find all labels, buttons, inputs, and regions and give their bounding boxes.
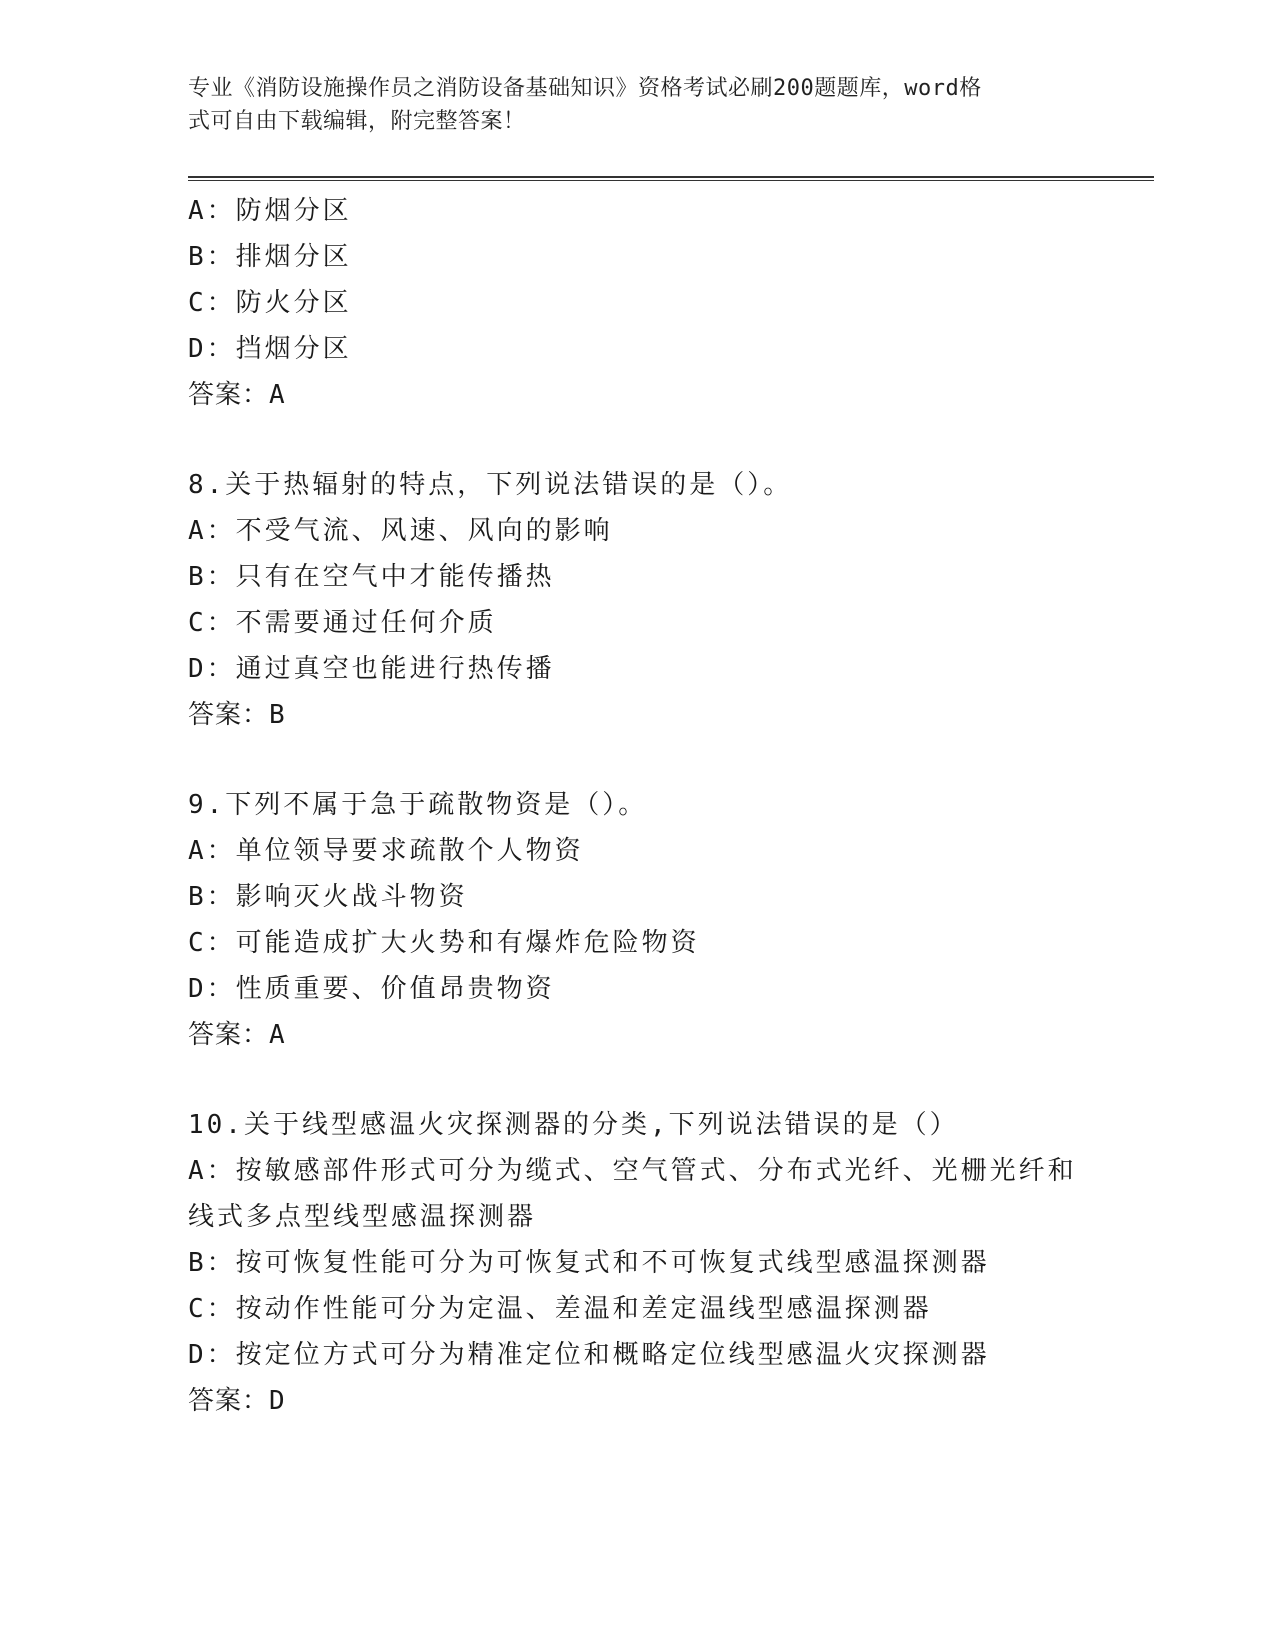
option-b: B：影响灭火战斗物资 [188, 882, 468, 912]
question-9 [188, 782, 1088, 1058]
option-a: A：防烟分区 [188, 196, 352, 226]
option-d: D：按定位方式可分为精准定位和概略定位线型感温火灾探测器 [188, 1340, 990, 1370]
document-header [188, 72, 1088, 138]
option-d: D：性质重要、价值昂贵物资 [188, 974, 555, 1004]
option-a-line-2: 线式多点型线型感温探测器 [188, 1202, 537, 1232]
option-c: C：可能造成扩大火势和有爆炸危险物资 [188, 928, 700, 958]
answer: 答案：A [188, 380, 286, 410]
question-8 [188, 462, 1088, 738]
spacer [188, 418, 1088, 462]
option-a: A：不受气流、风速、风向的影响 [188, 516, 613, 546]
option-b: B：排烟分区 [188, 242, 352, 272]
option-b: B：只有在空气中才能传播热 [188, 562, 555, 592]
header-line-2: 式可自由下载编辑，附完整答案！ [188, 109, 526, 134]
question-stem: 8.关于热辐射的特点，下列说法错误的是（）。 [188, 470, 793, 500]
option-d: D：挡烟分区 [188, 334, 352, 364]
answer: 答案：B [188, 700, 286, 730]
answer: 答案：D [188, 1386, 286, 1416]
spacer [188, 1058, 1088, 1102]
option-c: C：不需要通过任何介质 [188, 608, 497, 638]
option-c: C：防火分区 [188, 288, 352, 318]
option-d: D：通过真空也能进行热传播 [188, 654, 555, 684]
option-c: C：按动作性能可分为定温、差温和差定温线型感温探测器 [188, 1294, 932, 1324]
answer: 答案：A [188, 1020, 286, 1050]
header-divider [188, 176, 1154, 181]
question-stem: 9.下列不属于急于疏散物资是（）。 [188, 790, 648, 820]
header-line-1: 专业《消防设施操作员之消防设备基础知识》资格考试必刷200题题库，word格 [188, 76, 982, 101]
question-10 [188, 1102, 1088, 1424]
spacer [188, 738, 1088, 782]
option-b: B：按可恢复性能可分为可恢复式和不可恢复式线型感温探测器 [188, 1248, 990, 1278]
question-stem: 10.关于线型感温火灾探测器的分类,下列说法错误的是（） [188, 1110, 959, 1140]
document-body [188, 188, 1088, 1424]
option-a-line-1: A：按敏感部件形式可分为缆式、空气管式、分布式光纤、光栅光纤和 [188, 1156, 1077, 1186]
option-a: A：单位领导要求疏散个人物资 [188, 836, 584, 866]
question-7 [188, 188, 1088, 418]
